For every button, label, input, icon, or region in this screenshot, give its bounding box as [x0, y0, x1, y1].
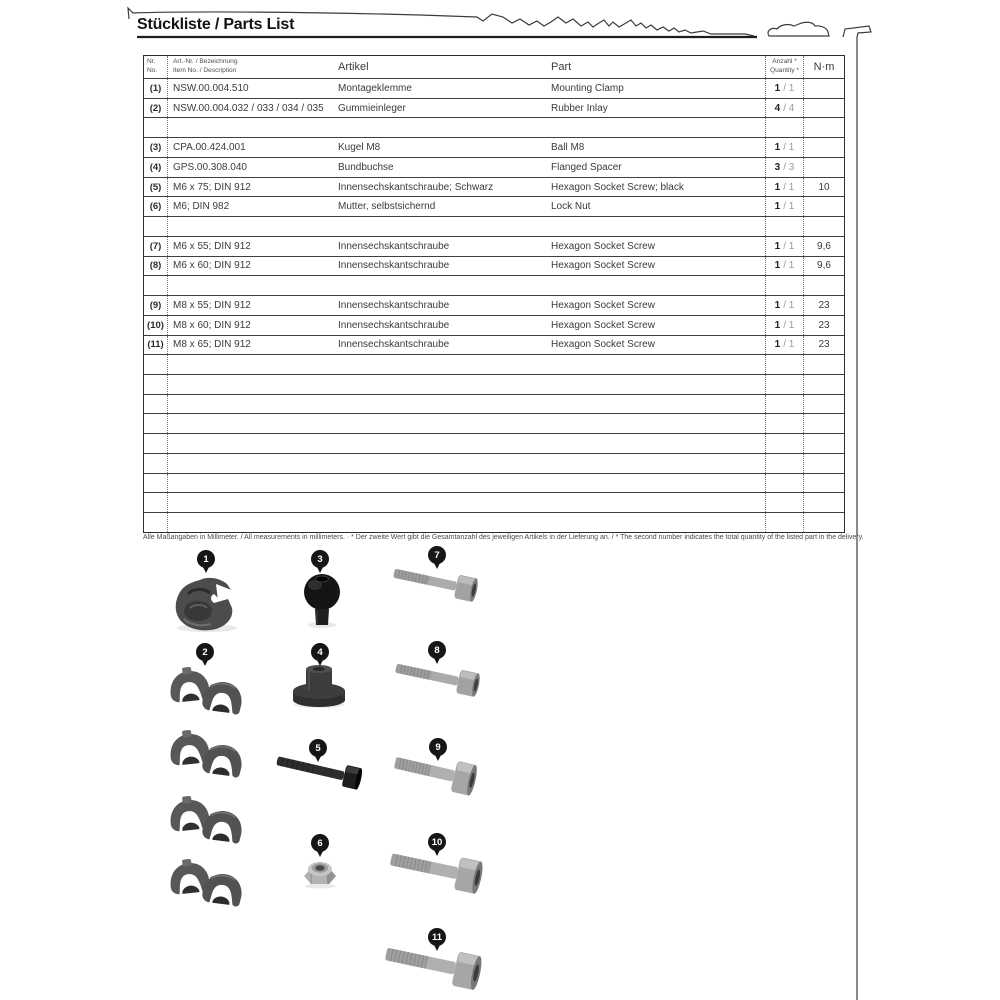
qty-total: / 4 [783, 103, 794, 114]
table-row [144, 335, 844, 355]
cell-torque [804, 138, 844, 157]
cell-qty [766, 474, 804, 493]
cell-qty [766, 414, 804, 433]
figure-hexagon-socket-screw-m8x55 [394, 738, 484, 796]
callout-pin-6: 6 [311, 834, 329, 852]
cell-part [549, 375, 766, 394]
callout-pin-4: 4 [311, 643, 329, 661]
table-row [144, 117, 844, 137]
col-header-part: Part [549, 56, 766, 78]
cell-nr: (10) [144, 316, 168, 335]
cell-nr: (11) [144, 336, 168, 355]
table-row [144, 374, 844, 394]
cell-part [549, 276, 766, 295]
table-row [144, 256, 844, 276]
cell-artnr [168, 395, 336, 414]
cell-nr: (7) [144, 237, 168, 256]
cell-artikel: Mutter, selbstsichernd [338, 201, 436, 213]
cell-torque [804, 434, 844, 453]
cell-nr: (9) [144, 296, 168, 315]
cell-part [549, 454, 766, 473]
cell-part: Flanged Spacer [549, 158, 766, 177]
qty-in-step: 4 [774, 102, 781, 114]
cell-torque [804, 355, 844, 374]
table-row [144, 137, 844, 157]
cell-nr: (4) [144, 158, 168, 177]
table-row [144, 275, 844, 295]
part-image-rubber-inlay-variant [168, 855, 246, 911]
table-row [144, 315, 844, 335]
table-row [144, 512, 844, 532]
cell-nr: (2) [144, 99, 168, 118]
cell-torque [804, 197, 844, 216]
cell-qty [766, 355, 804, 374]
part-image-rubber-inlay-variant [168, 792, 246, 848]
cell-artikel: Montageklemme [338, 82, 412, 94]
cell-part: Mounting Clamp [549, 79, 766, 98]
cell-nr [144, 474, 168, 493]
cell-qty [766, 375, 804, 394]
col-header-qty-de: Anzahl * [772, 58, 797, 66]
cell-part: Hexagon Socket Screw [549, 296, 766, 315]
cell-part [549, 217, 766, 236]
table-row [144, 196, 844, 216]
qty-total: / 1 [783, 320, 794, 331]
cell-torque [804, 513, 844, 532]
cell-artnr: M8 x 55; DIN 912 [173, 299, 251, 311]
table-row [144, 98, 844, 118]
cell-qty [766, 99, 804, 118]
cell-qty [766, 79, 804, 98]
col-header-artikel: Artikel [338, 61, 369, 73]
table-row [144, 295, 844, 315]
cell-part [549, 414, 766, 433]
cell-artnr: M8 x 60; DIN 912 [173, 319, 251, 331]
cell-artnr: GPS.00.308.040 [173, 161, 247, 173]
table-row [144, 216, 844, 236]
cell-torque [804, 158, 844, 177]
cell-artikel [336, 375, 549, 394]
cell-artikel [336, 118, 549, 137]
cell-qty [766, 276, 804, 295]
cell-nr [144, 355, 168, 374]
qty-total: / 1 [783, 339, 794, 350]
cell-qty [766, 197, 804, 216]
cell-artikel [336, 276, 549, 295]
cell-qty [766, 217, 804, 236]
cell-part: Hexagon Socket Screw [549, 237, 766, 256]
cell-artikel: Innensechskantschraube [338, 339, 450, 351]
cell-nr: (5) [144, 178, 168, 197]
qty-total: / 1 [783, 241, 794, 252]
callout-pin-11: 11 [428, 928, 446, 946]
cell-part: Ball M8 [549, 138, 766, 157]
cell-torque [804, 414, 844, 433]
cell-artikel [336, 454, 549, 473]
table-row [144, 433, 844, 453]
cell-torque: 9,6 [817, 260, 831, 272]
cell-qty [766, 336, 804, 355]
cell-torque [804, 395, 844, 414]
cell-torque: 9,6 [817, 240, 831, 252]
cell-qty [766, 138, 804, 157]
cell-torque [804, 493, 844, 512]
cell-part: Hexagon Socket Screw [549, 316, 766, 335]
qty-total: / 3 [783, 162, 794, 173]
col-header-nr [144, 56, 168, 78]
col-header-artnr [168, 56, 336, 78]
qty-in-step: 1 [774, 240, 781, 252]
cell-nr: (6) [144, 197, 168, 216]
cell-artikel [336, 434, 549, 453]
cell-qty [766, 237, 804, 256]
col-header-nr-de: Nr. [147, 58, 156, 66]
qty-total: / 1 [783, 260, 794, 271]
part-image-flanged-spacer [292, 664, 346, 708]
cell-torque [804, 375, 844, 394]
cell-torque [804, 474, 844, 493]
cell-part [549, 474, 766, 493]
cell-artnr [168, 414, 336, 433]
qty-in-step: 1 [774, 201, 781, 213]
cell-artikel [336, 217, 549, 236]
table-row [144, 453, 844, 473]
cell-qty [766, 296, 804, 315]
cell-artnr: NSW.00.004.510 [173, 82, 249, 94]
qty-in-step: 1 [774, 319, 781, 331]
cell-artnr [168, 118, 336, 137]
cell-part: Hexagon Socket Screw [549, 257, 766, 276]
cell-nr [144, 118, 168, 137]
cell-artnr: M8 x 65; DIN 912 [173, 339, 251, 351]
cell-artnr [168, 276, 336, 295]
figure-hexagon-socket-screw-m6x60 [395, 641, 485, 699]
figure-mounting-clamp [170, 550, 250, 636]
cell-artikel: Bundbuchse [338, 161, 394, 173]
part-image-rubber-inlay [168, 663, 246, 719]
figure-rubber-inlay-variant-2 [168, 726, 248, 786]
cell-qty [766, 454, 804, 473]
cell-part [549, 493, 766, 512]
cell-qty [766, 118, 804, 137]
callout-pin-5: 5 [309, 739, 327, 757]
cell-qty [766, 434, 804, 453]
cell-nr [144, 217, 168, 236]
cell-artikel: Innensechskantschraube [338, 299, 450, 311]
cell-part: Lock Nut [549, 197, 766, 216]
cell-artikel: Innensechskantschraube [338, 240, 450, 252]
cell-part [549, 513, 766, 532]
parts-table [143, 55, 845, 533]
qty-in-step: 1 [774, 339, 781, 351]
cell-torque [804, 276, 844, 295]
cell-nr: (1) [144, 79, 168, 98]
qty-in-step: 1 [774, 260, 781, 272]
callout-pin-8: 8 [428, 641, 446, 659]
col-header-nm: N·m [813, 61, 835, 73]
cell-torque [804, 217, 844, 236]
cell-qty [766, 316, 804, 335]
qty-in-step: 1 [774, 82, 781, 94]
col-header-nr-en: No. [147, 67, 158, 74]
cell-artikel [336, 395, 549, 414]
cell-qty [766, 513, 804, 532]
qty-total: / 1 [783, 300, 794, 311]
cell-nr [144, 434, 168, 453]
qty-in-step: 1 [774, 142, 781, 154]
figure-lock-nut [300, 834, 340, 894]
cell-artnr [168, 474, 336, 493]
table-row [144, 473, 844, 493]
cell-part [549, 355, 766, 374]
cell-artikel: Innensechskantschraube; Schwarz [338, 181, 494, 193]
table-row [144, 157, 844, 177]
callout-pin-9: 9 [429, 738, 447, 756]
cell-nr [144, 414, 168, 433]
table-row [144, 177, 844, 197]
part-image-rubber-inlay-variant [168, 726, 246, 782]
col-header-qty-en: Quantity * [770, 67, 799, 74]
cell-artnr: M6 x 60; DIN 912 [173, 260, 251, 272]
cell-nr [144, 513, 168, 532]
cell-artikel [336, 513, 549, 532]
qty-in-step: 1 [774, 181, 781, 193]
footnote: Alle Maßangaben in Millimeter. / All measurements in millimeters. · * Der zweite Wert gibt die Gesamtanzahl des jeweiligen Artikels in der Lieferung an. / * The second number indicates the total quantity of the listed part in the delivery. [143, 534, 864, 541]
col-header-artnr-de: Art.-Nr. / Bezeichnung [173, 58, 238, 66]
table-row [144, 394, 844, 414]
cell-torque [804, 118, 844, 137]
cell-artikel [336, 355, 549, 374]
cell-qty [766, 158, 804, 177]
part-image-ball-m8 [301, 572, 343, 628]
part-image-mounting-clamp [170, 574, 244, 632]
parts-table-rows [144, 78, 844, 532]
cell-torque [804, 454, 844, 473]
qty-total: / 1 [783, 182, 794, 193]
col-header-qty [766, 56, 804, 78]
cell-artnr: CPA.00.424.001 [173, 142, 246, 154]
cell-artikel: Kugel M8 [338, 142, 381, 154]
qty-in-step: 3 [774, 161, 781, 173]
cell-torque: 10 [818, 181, 830, 193]
cell-part: Hexagon Socket Screw [549, 336, 766, 355]
col-header-artnr-en: Item No. / Description [173, 67, 237, 74]
figure-hexagon-socket-screw-black [276, 739, 368, 795]
cell-qty [766, 493, 804, 512]
cell-part [549, 395, 766, 414]
figure-hexagon-socket-screw-m6x55 [393, 546, 483, 604]
qty-in-step: 1 [774, 299, 781, 311]
qty-total: / 1 [783, 83, 794, 94]
cell-artnr: NSW.00.004.032 / 033 / 034 / 035 [173, 102, 324, 114]
callout-pin-1: 1 [197, 550, 215, 568]
figure-ball-m8 [299, 550, 345, 634]
cell-artnr [168, 434, 336, 453]
qty-total: / 1 [783, 201, 794, 212]
callout-pin-3: 3 [311, 550, 329, 568]
cell-torque [804, 79, 844, 98]
cell-qty [766, 178, 804, 197]
cell-qty [766, 395, 804, 414]
cell-nr: (3) [144, 138, 168, 157]
cell-artikel [336, 474, 549, 493]
cell-artikel: Gummieinleger [338, 102, 406, 114]
figure-rubber-inlay [168, 643, 248, 723]
table-header-row [144, 56, 844, 78]
callout-pin-10: 10 [428, 833, 446, 851]
cell-part: Hexagon Socket Screw; black [549, 178, 766, 197]
cell-nr: (8) [144, 257, 168, 276]
callout-pin-7: 7 [428, 546, 446, 564]
table-row [144, 492, 844, 512]
cell-part [549, 434, 766, 453]
cell-artikel: Innensechskantschraube [338, 260, 450, 272]
cell-artnr: M6 x 75; DIN 912 [173, 181, 251, 193]
cell-part [549, 118, 766, 137]
cell-nr [144, 454, 168, 473]
figure-hexagon-socket-screw-m8x65 [385, 928, 487, 992]
cell-artnr [168, 513, 336, 532]
cell-artikel [336, 493, 549, 512]
table-row [144, 78, 844, 98]
cell-artnr [168, 375, 336, 394]
cell-artnr [168, 355, 336, 374]
cell-artnr [168, 493, 336, 512]
cell-nr [144, 276, 168, 295]
cell-nr [144, 395, 168, 414]
figure-rubber-inlay-variant-3 [168, 792, 248, 852]
cell-torque [804, 99, 844, 118]
cell-artnr: M6 x 55; DIN 912 [173, 240, 251, 252]
table-row [144, 354, 844, 374]
cell-artnr [168, 454, 336, 473]
cell-artnr: M6; DIN 982 [173, 201, 230, 213]
cell-torque: 23 [818, 299, 830, 311]
cell-artikel [336, 414, 549, 433]
cell-artikel: Innensechskantschraube [338, 319, 450, 331]
callout-pin-2: 2 [196, 643, 214, 661]
cell-nr [144, 493, 168, 512]
qty-total: / 1 [783, 142, 794, 153]
cell-qty [766, 257, 804, 276]
figure-flanged-spacer [292, 643, 350, 713]
cell-nr [144, 375, 168, 394]
cell-torque: 23 [818, 339, 830, 351]
page-title: Stückliste / Parts List [137, 16, 295, 33]
figure-hexagon-socket-screw-m8x60 [390, 833, 488, 895]
table-row [144, 413, 844, 433]
cell-torque: 23 [818, 319, 830, 331]
table-row [144, 236, 844, 256]
cell-artnr [168, 217, 336, 236]
part-image-lock-nut [302, 855, 338, 889]
figure-rubber-inlay-variant-4 [168, 855, 248, 915]
cell-part: Rubber Inlay [549, 99, 766, 118]
